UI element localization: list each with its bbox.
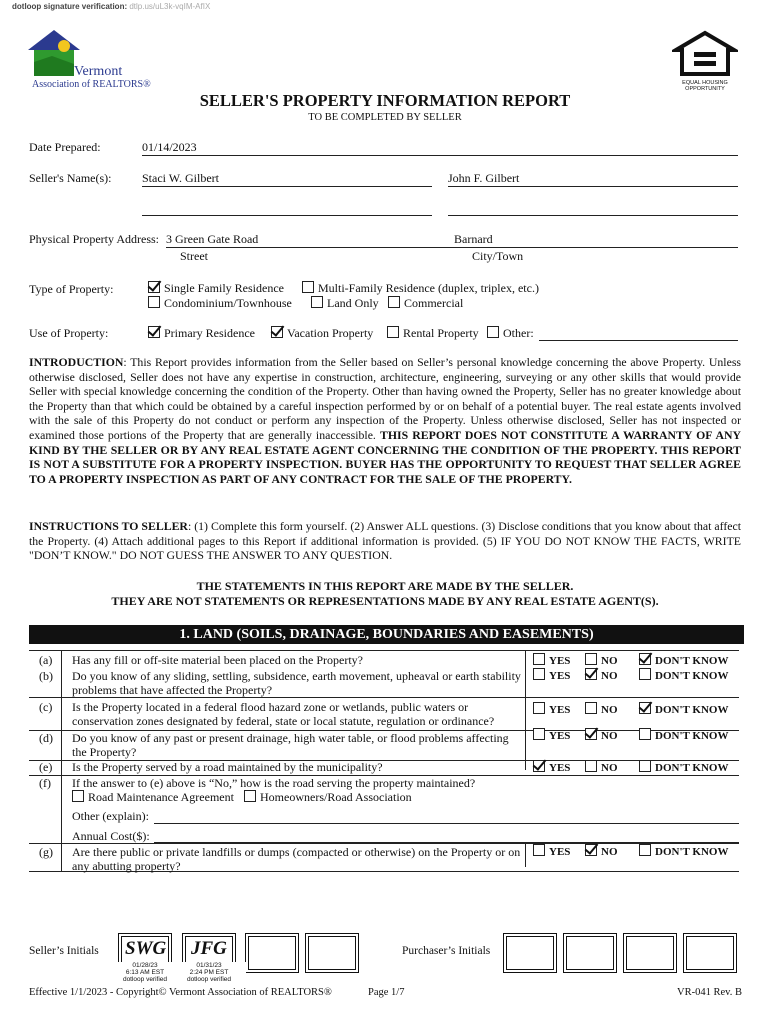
seller2-name-field[interactable] bbox=[448, 171, 738, 187]
no-label: NO bbox=[601, 655, 618, 667]
question-a-letter: (a) bbox=[39, 653, 53, 667]
use-primary-checkbox[interactable] bbox=[148, 326, 160, 338]
logo-vermont: Vermont bbox=[74, 64, 123, 79]
dotloop-label: dotloop signature verification: bbox=[12, 2, 128, 11]
seller2-verified: dotloop verified bbox=[186, 976, 232, 983]
type-commercial-label: Commercial bbox=[404, 296, 464, 310]
seller1-name-field[interactable] bbox=[142, 171, 432, 187]
type-condominium[interactable] bbox=[148, 296, 292, 311]
seller1-dotloop-stamp bbox=[108, 962, 182, 983]
question-a-no[interactable] bbox=[585, 653, 618, 667]
question-g-yes-checkbox[interactable] bbox=[533, 844, 545, 856]
question-e-letter: (e) bbox=[39, 760, 53, 774]
dotloop-verification bbox=[12, 2, 210, 11]
question-d-dont-know[interactable] bbox=[639, 728, 728, 742]
seller2-name-value: John F. Gilbert bbox=[448, 171, 520, 185]
address-label: Physical Property Address: bbox=[29, 232, 159, 246]
city-value: Barnard bbox=[454, 232, 493, 246]
no-label: NO bbox=[601, 762, 618, 774]
question-a-yes[interactable] bbox=[533, 653, 570, 667]
question-c bbox=[29, 700, 739, 730]
no-label: NO bbox=[601, 846, 618, 858]
seller1-signature: SWG bbox=[125, 938, 167, 959]
question-b bbox=[29, 669, 739, 697]
dont-know-label: DON'T KNOW bbox=[655, 704, 729, 716]
type-of-property-label: Type of Property: bbox=[29, 282, 114, 296]
logo-association: Association of REALTORS® bbox=[32, 79, 151, 90]
question-e-yes[interactable] bbox=[533, 760, 570, 774]
question-a-text: Has any fill or off-site material been placed on the Property? bbox=[72, 653, 364, 667]
question-d-dk-checkbox[interactable] bbox=[639, 728, 651, 740]
seller-initials-label: Seller’s Initials bbox=[29, 945, 99, 957]
question-g-dk-checkbox[interactable] bbox=[639, 844, 651, 856]
road-maintenance-agreement[interactable] bbox=[72, 790, 234, 805]
type-land-only-checkbox[interactable] bbox=[311, 296, 323, 308]
dont-know-label: DON'T KNOW bbox=[655, 655, 729, 667]
type-multi-family-checkbox[interactable] bbox=[302, 281, 314, 293]
use-other-checkbox[interactable] bbox=[487, 326, 499, 338]
question-c-dont-know[interactable] bbox=[639, 702, 728, 716]
question-d-letter: (d) bbox=[39, 731, 53, 745]
question-a-dk-checkbox[interactable] bbox=[639, 653, 651, 665]
purchaser4-initials-box[interactable] bbox=[683, 933, 737, 973]
page-subtitle: TO BE COMPLETED BY SELLER bbox=[308, 112, 462, 123]
question-g-letter: (g) bbox=[39, 845, 53, 859]
road-maintenance-checkbox[interactable] bbox=[72, 790, 84, 802]
use-vacation-label: Vacation Property bbox=[287, 326, 374, 340]
question-a bbox=[29, 653, 739, 667]
question-d-no-checkbox[interactable] bbox=[585, 728, 597, 740]
yes-label: YES bbox=[549, 730, 571, 742]
dont-know-label: DON'T KNOW bbox=[655, 762, 729, 774]
date-prepared-field[interactable] bbox=[142, 140, 738, 156]
instructions-paragraph bbox=[29, 519, 741, 563]
no-label: NO bbox=[601, 730, 618, 742]
equal-housing-logo bbox=[672, 30, 738, 92]
question-c-dk-checkbox[interactable] bbox=[639, 702, 651, 714]
vermont-realtors-logo bbox=[26, 28, 151, 92]
question-c-text: Is the Property located in a federal flood hazard zone or wetlands, public waters or conservation zones designated by federal, state or local statute, regulation or ordinance? bbox=[72, 700, 495, 728]
use-other[interactable] bbox=[487, 326, 534, 341]
footer-revision: VR-041 Rev. B bbox=[677, 987, 742, 998]
seller1-date: 01/28/23 bbox=[132, 962, 158, 969]
page-title: SELLER'S PROPERTY INFORMATION REPORT bbox=[199, 91, 571, 110]
no-label: NO bbox=[601, 670, 618, 682]
instructions-heading: INSTRUCTIONS TO SELLER bbox=[29, 519, 188, 533]
type-multi-family-label: Multi-Family Residence (duplex, triplex, etc.) bbox=[318, 281, 539, 295]
seller4-name-field[interactable] bbox=[448, 200, 738, 216]
question-c-no[interactable] bbox=[585, 702, 618, 716]
question-f bbox=[29, 776, 739, 790]
homeowners-road-label: Homeowners/Road Association bbox=[260, 790, 412, 804]
use-rental-property[interactable] bbox=[387, 326, 479, 341]
street-caption: Street bbox=[180, 249, 208, 263]
question-d-yes-checkbox[interactable] bbox=[533, 728, 545, 740]
question-c-no-checkbox[interactable] bbox=[585, 702, 597, 714]
question-b-dont-know[interactable] bbox=[639, 668, 728, 682]
type-land-only[interactable] bbox=[311, 296, 379, 311]
dont-know-label: DON'T KNOW bbox=[655, 846, 729, 858]
question-b-letter: (b) bbox=[39, 669, 53, 683]
question-f-text: If the answer to (e) above is “No,” how is the road serving the property maintained? bbox=[72, 776, 476, 790]
question-d-no[interactable] bbox=[585, 728, 618, 742]
use-other-field[interactable] bbox=[539, 326, 738, 341]
question-b-dk-checkbox[interactable] bbox=[639, 668, 651, 680]
seller1-name-value: Staci W. Gilbert bbox=[142, 171, 219, 185]
dont-know-label: DON'T KNOW bbox=[655, 730, 729, 742]
introduction-body: : This Report provides information from the Seller based on Seller’s personal knowledge concerning the above Property. Unless otherwise disclosed, Seller does not have any expertise in construction, architecture, engineering, surveying or any other skills that would provide Seller with special knowledge concerning the condition of the Property. Other than having owned the Property, Seller has no greater knowledge about the Property than that which could be obtained by a careful inspection performed by or on behalf of a potential buyer. The real estate agents involved with the sale of this Property do not conduct or perform any inspection of the Property. Unless otherwise disclosed, Seller has not inspected or examined those portions of the Property that are generally inaccessible. bbox=[29, 355, 741, 442]
question-e-dont-know[interactable] bbox=[639, 760, 728, 774]
question-c-yes-checkbox[interactable] bbox=[533, 702, 545, 714]
question-a-no-checkbox[interactable] bbox=[585, 653, 597, 665]
homeowners-road-association[interactable] bbox=[244, 790, 412, 805]
question-g-text: Are there public or private landfills or dumps (compacted or otherwise) on the Property or on any abutting property? bbox=[72, 845, 521, 873]
question-b-no[interactable] bbox=[585, 668, 618, 682]
statements-line2: THEY ARE NOT STATEMENTS OR REPRESENTATIONS MADE BY ANY REAL ESTATE AGENT(S). bbox=[111, 594, 659, 608]
homeowners-road-checkbox[interactable] bbox=[244, 790, 256, 802]
introduction-disclaimer: THIS REPORT DOES NOT CONSTITUTE A WARRANTY OF ANY KIND BY THE SELLER OR BY ANY REAL ESTATE AGENT CONCERNING THE CONDITION OF THE PROPERTY. THIS REPORT IS NOT A SUBSTITUTE FOR A PROPERTY INSPECTION. BUYER HAS THE OPPORTUNITY TO REQUEST THAT SELLER AGREE TO A PROPERTY INSPECTION AS PART OF ANY CONTRACT FOR THE SALE OF THE PROPERTY. bbox=[29, 427, 741, 486]
seller3-initials-box[interactable] bbox=[245, 933, 299, 973]
use-vacation-property[interactable] bbox=[271, 326, 373, 341]
type-condominium-checkbox[interactable] bbox=[148, 296, 160, 308]
seller4-initials-box[interactable] bbox=[305, 933, 359, 973]
date-prepared-value: 01/14/2023 bbox=[142, 140, 197, 154]
question-d-text: Do you know of any past or present drainage, high water table, or flood problems affecting the Property? bbox=[72, 731, 509, 759]
other-explain-label: Other (explain): bbox=[72, 809, 149, 823]
dont-know-label: DON'T KNOW bbox=[655, 670, 729, 682]
question-b-text: Do you know of any sliding, settling, subsidence, earth movement, upheaval or earth stability problems that have affected the Property? bbox=[72, 669, 521, 697]
dotloop-link[interactable]: dtlp.us/uL3k-vqIM-AfIX bbox=[129, 2, 211, 11]
question-e-no[interactable] bbox=[585, 760, 618, 774]
question-g-no[interactable] bbox=[585, 844, 618, 858]
purchaser3-initials-box[interactable] bbox=[623, 933, 677, 973]
type-single-family-label: Single Family Residence bbox=[164, 281, 284, 295]
seller2-dotloop-stamp bbox=[172, 962, 246, 983]
question-d bbox=[29, 731, 739, 759]
type-condominium-label: Condominium/Townhouse bbox=[164, 296, 292, 310]
use-primary-label: Primary Residence bbox=[164, 326, 255, 340]
date-prepared-label: Date Prepared: bbox=[29, 140, 101, 154]
city-caption: City/Town bbox=[472, 249, 524, 263]
question-e-yes-checkbox[interactable] bbox=[533, 760, 545, 772]
other-explain-field[interactable] bbox=[154, 809, 739, 824]
use-rental-checkbox[interactable] bbox=[387, 326, 399, 338]
yes-label: YES bbox=[549, 762, 571, 774]
question-e-dk-checkbox[interactable] bbox=[639, 760, 651, 772]
equal-housing-text: EQUAL HOUSING OPPORTUNITY bbox=[682, 80, 728, 92]
use-primary-residence[interactable] bbox=[148, 326, 255, 341]
question-a-yes-checkbox[interactable] bbox=[533, 653, 545, 665]
question-g-dont-know[interactable] bbox=[639, 844, 728, 858]
yes-label: YES bbox=[549, 846, 571, 858]
type-single-family-checkbox[interactable] bbox=[148, 281, 160, 293]
annual-cost-field[interactable] bbox=[154, 829, 739, 843]
question-e bbox=[29, 760, 739, 774]
seller2-date: 01/31/23 bbox=[196, 962, 222, 969]
address-field[interactable] bbox=[166, 232, 738, 248]
section1-header: 1. LAND (SOILS, DRAINAGE, BOUNDARIES AND EASEMENTS) bbox=[29, 625, 744, 644]
type-single-family[interactable] bbox=[148, 281, 284, 296]
seller1-time: 6:13 AM EST bbox=[125, 969, 165, 976]
question-g bbox=[29, 845, 739, 873]
question-b-yes[interactable] bbox=[533, 668, 570, 682]
question-b-no-checkbox[interactable] bbox=[585, 668, 597, 680]
type-multi-family[interactable] bbox=[302, 281, 539, 296]
no-label: NO bbox=[601, 704, 618, 716]
statements-line1: THE STATEMENTS IN THIS REPORT ARE MADE BY THE SELLER. bbox=[196, 579, 574, 593]
purchaser1-initials-box[interactable] bbox=[503, 933, 557, 973]
footer-page-number: Page 1/7 bbox=[368, 987, 405, 998]
sellers-name-label: Seller's Name(s): bbox=[29, 171, 112, 185]
type-commercial-checkbox[interactable] bbox=[388, 296, 400, 308]
question-f-letter: (f) bbox=[39, 776, 51, 790]
yes-label: YES bbox=[549, 704, 571, 716]
question-d-yes[interactable] bbox=[533, 728, 570, 742]
equal-housing-icon bbox=[672, 30, 738, 76]
purchaser2-initials-box[interactable] bbox=[563, 933, 617, 973]
question-e-no-checkbox[interactable] bbox=[585, 760, 597, 772]
question-g-yes[interactable] bbox=[533, 844, 570, 858]
question-e-text: Is the Property served by a road maintained by the municipality? bbox=[72, 760, 383, 774]
purchaser-initials-label: Purchaser’s Initials bbox=[402, 945, 491, 957]
type-commercial[interactable] bbox=[388, 296, 463, 311]
road-maintenance-label: Road Maintenance Agreement bbox=[88, 790, 234, 804]
yes-label: YES bbox=[549, 655, 571, 667]
introduction-paragraph bbox=[29, 355, 741, 486]
street-value: 3 Green Gate Road bbox=[166, 232, 259, 246]
use-rental-label: Rental Property bbox=[403, 326, 479, 340]
instructions-body: : (1) Complete this form yourself. (2) Answer ALL questions. (3) Disclose conditions that you know about that affect the Property. (4) Attach additional pages to this Report if additional information is provided. (5) IF YOU DO NOT KNOW THE FACTS, WRITE "DON’T KNOW." DO NOT GUESS THE ANSWER TO ANY QUESTION. bbox=[29, 519, 742, 563]
footer-copyright: Effective 1/1/2023 - Copyright© Vermont Association of REALTORS® bbox=[29, 987, 332, 998]
use-vacation-checkbox[interactable] bbox=[271, 326, 283, 338]
use-other-label: Other: bbox=[503, 326, 534, 340]
seller3-name-field[interactable] bbox=[142, 200, 432, 216]
question-g-no-checkbox[interactable] bbox=[585, 844, 597, 856]
question-c-letter: (c) bbox=[39, 700, 53, 714]
seller1-verified: dotloop verified bbox=[122, 976, 168, 983]
seller2-time: 2:24 PM EST bbox=[189, 969, 229, 976]
yes-label: YES bbox=[549, 670, 571, 682]
introduction-heading: INTRODUCTION bbox=[29, 355, 124, 369]
question-a-dont-know[interactable] bbox=[639, 653, 728, 667]
annual-cost-label: Annual Cost($): bbox=[72, 829, 150, 843]
question-b-yes-checkbox[interactable] bbox=[533, 668, 545, 680]
question-c-yes[interactable] bbox=[533, 702, 570, 716]
seller2-signature: JFG bbox=[191, 938, 227, 959]
use-of-property-label: Use of Property: bbox=[29, 326, 109, 340]
type-land-only-label: Land Only bbox=[327, 296, 379, 310]
